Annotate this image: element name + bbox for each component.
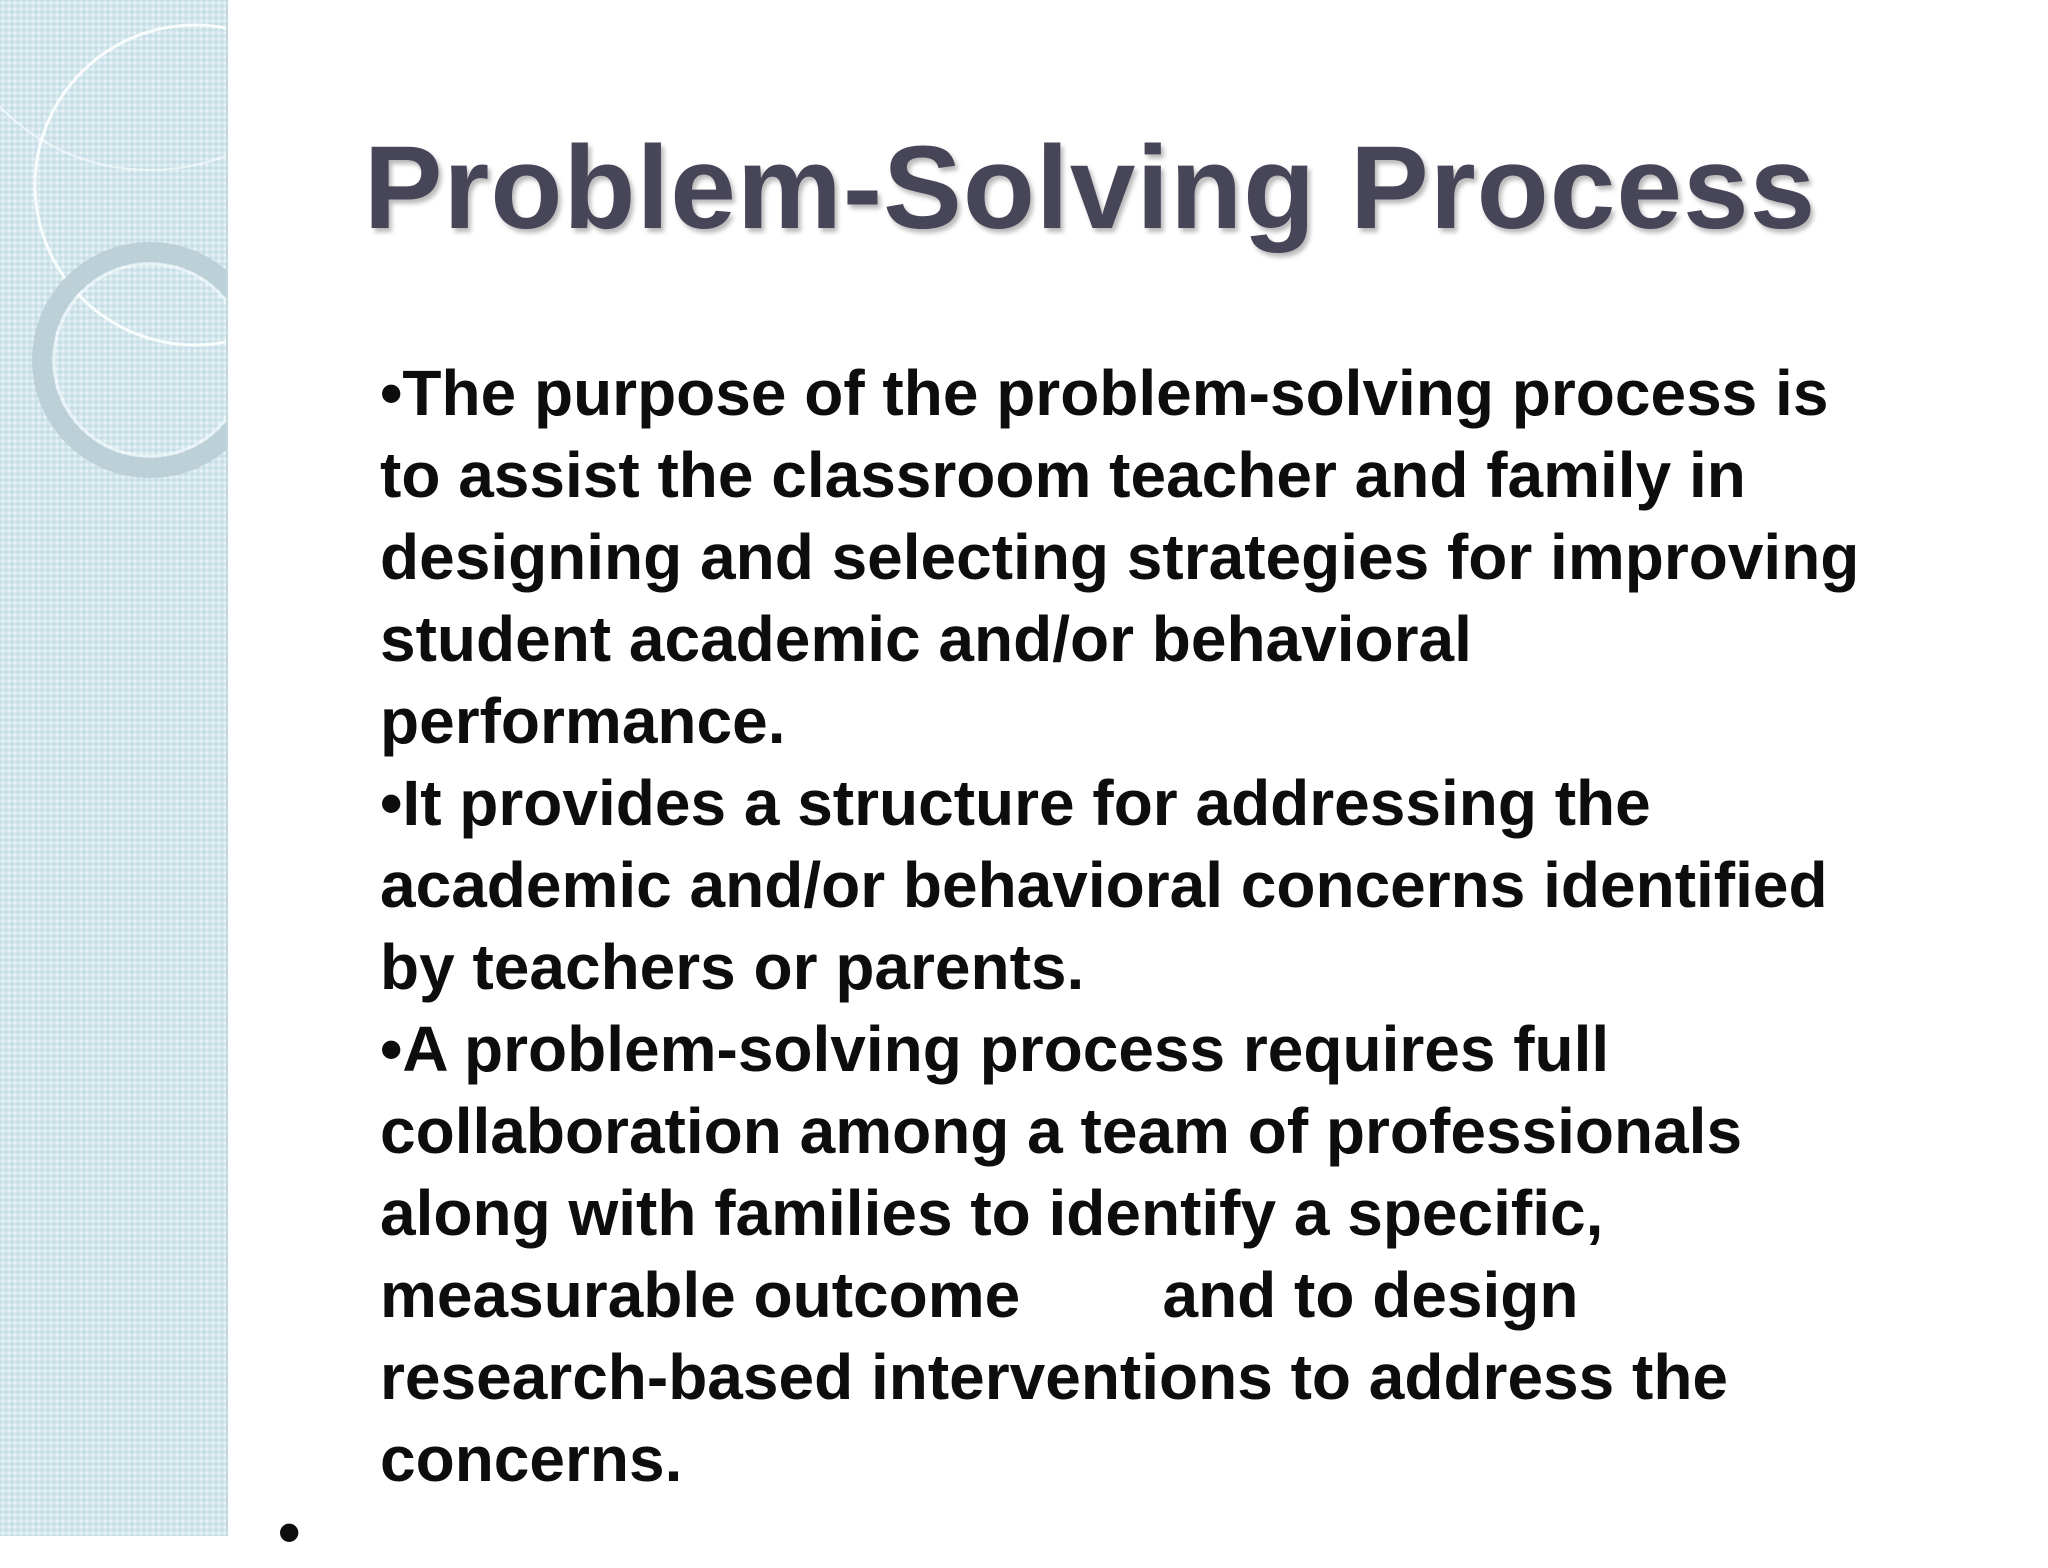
decorative-side-band (0, 0, 228, 1536)
slide-title: Problem-Solving Process (363, 122, 1817, 254)
decorative-circles-icon (0, 0, 228, 520)
empty-bullet: • (278, 1496, 301, 1568)
bullet-paragraph-collaboration: •A problem-solving process requires full collaboration among a team of professionals along with families to identify a specific, measurable outcome and to design research-based interventions to address the concerns. (380, 1013, 1760, 1495)
bullet-paragraph-structure: •It provides a structure for addressing the academic and/or behavioral concerns identified by teachers or parents. (380, 767, 1846, 1003)
slide-body (380, 352, 1880, 1500)
bullet-paragraph-purpose: •The purpose of the problem-solving process is to assist the classroom teacher and family in designing and selecting strategies for improving student academic and/or behavioral performance. (380, 357, 1878, 757)
